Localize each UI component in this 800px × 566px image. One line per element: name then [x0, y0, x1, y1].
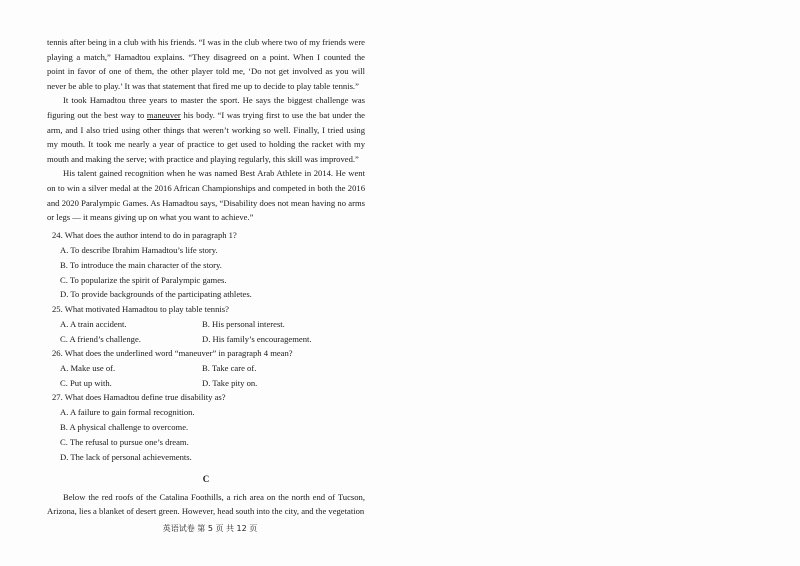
question-26	[47, 346, 365, 390]
option-c: C. To popularize the spirit of Paralympic games.	[60, 274, 227, 285]
option-a: A. A train accident.	[60, 318, 127, 329]
option-row	[47, 317, 365, 332]
option-b: B. To introduce the main character of the story.	[60, 259, 222, 270]
option-a: A. Make use of.	[60, 362, 116, 373]
question-stem: 24. What does the author intend to do in paragraph 1?	[52, 230, 237, 241]
question-24	[47, 228, 365, 302]
option-row	[47, 332, 365, 347]
page-footer: 英语试卷 第 5 页 共 12 页	[162, 524, 258, 533]
option-a: A. To describe Ibrahim Hamadtou’s life story.	[60, 245, 218, 256]
option-d: D. To provide backgrounds of the participating athletes.	[60, 289, 252, 300]
question-stem: 27. What does Hamadtou define true disability as?	[52, 392, 226, 403]
option-d: D. The lack of personal achievements.	[60, 451, 192, 462]
section-heading-c: C	[202, 474, 210, 485]
question-25	[47, 302, 365, 346]
paragraph-4-text-start: It took Hamadtou three years to master the sport. He says the biggest challenge was figuring out the best way to	[47, 95, 365, 120]
option-b: B. A physical challenge to overcome.	[60, 421, 189, 432]
passage-paragraph-4	[47, 93, 365, 166]
option-d: D. His family’s encouragement.	[202, 333, 312, 344]
option-c: C. A friend’s challenge.	[60, 333, 141, 344]
option-row	[47, 376, 365, 391]
option-b: B. His personal interest.	[202, 318, 285, 329]
option-d: D. Take pity on.	[202, 377, 258, 388]
option-a: A. A failure to gain formal recognition.	[60, 407, 195, 418]
question-stem: 26. What does the underlined word “maneuver” in paragraph 4 mean?	[52, 348, 293, 359]
passage-paragraph-3: tennis after being in a club with his friends. “I was in the club where two of my friends were playing a match,” Hamadtou explains. “They disagreed on a point. When I counted the point in favor of one of them, the other player told me, ‘Do not get involved as you will never be able to play.’ It was that statement that fired me up to decide to play table tennis.”	[47, 37, 365, 91]
question-27	[47, 390, 365, 464]
option-c: C. Put up with.	[60, 377, 112, 388]
question-stem: 25. What motivated Hamadtou to play table tennis?	[52, 304, 229, 315]
reading-column	[47, 35, 365, 519]
underlined-word-maneuver: maneuver	[146, 109, 181, 120]
option-c: C. The refusal to pursue one’s dream.	[60, 436, 189, 447]
paragraph-4-text-end: his body. “I was trying first to use the bat under the arm, and I also tried using other things that weren’t working so well. Finally, I tried using my mouth. It took me nearly a year of practice to get used to holding the racket with my mouth and making the serve; with practice and playing regularly, this skill was improved.”	[47, 109, 365, 164]
passage-c-paragraph-1: Below the red roofs of the Catalina Foothills, a rich area on the north end of Tucson, Arizona, lies a blanket of desert green. However, head south into the city, and the vegetation	[47, 491, 365, 517]
option-b: B. Take care of.	[202, 362, 257, 373]
option-row	[47, 361, 365, 376]
passage-paragraph-5: His talent gained recognition when he was named Best Arab Athlete in 2014. He went on to win a silver medal at the 2016 African Championships and competed in both the 2016 and 2020 Paralympic Games. As Hamadtou says, “Disability does not mean having no arms or legs — it means giving up on what you want to achieve.”	[47, 168, 365, 223]
